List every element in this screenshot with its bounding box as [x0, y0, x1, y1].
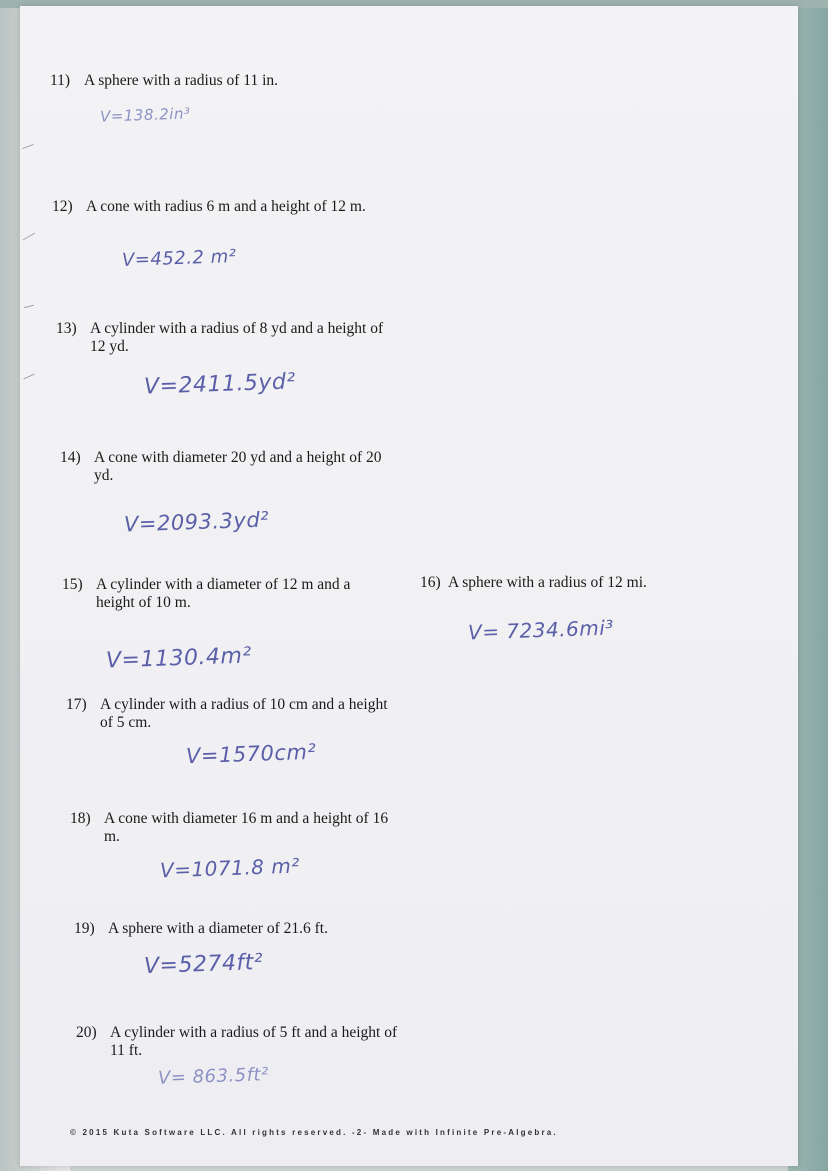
- question-text: A sphere with a radius of 12 mi.: [448, 574, 647, 591]
- question-18: [70, 810, 388, 846]
- question-text: A cone with diameter 20 yd and a height of 20: [94, 449, 382, 466]
- answer-13: V=2411.5yd²: [143, 369, 297, 400]
- question-number: 13): [56, 320, 77, 337]
- question-text: A cylinder with a radius of 5 ft and a height of: [110, 1024, 398, 1041]
- question-number: 17): [66, 696, 87, 713]
- margin-mark: [24, 305, 34, 309]
- question-text: A cone with radius 6 m and a height of 12 m.: [86, 198, 366, 215]
- question-number: 15): [62, 576, 83, 593]
- question-number: 16): [420, 574, 441, 591]
- question-14: [60, 449, 382, 485]
- answer-14: V=2093.3yd²: [123, 507, 270, 537]
- answer-15: V=1130.4m²: [105, 643, 253, 674]
- question-text-continued: 12 yd.: [90, 338, 129, 355]
- question-text-continued: 11 ft.: [110, 1042, 143, 1059]
- question-17: [66, 696, 388, 732]
- question-text: A sphere with a diameter of 21.6 ft.: [108, 920, 328, 937]
- answer-12: V=452.2 m²: [121, 246, 237, 271]
- question-11: [50, 72, 278, 90]
- question-number: 12): [52, 198, 73, 215]
- question-text-continued: m.: [104, 828, 120, 845]
- question-text-continued: height of 10 m.: [96, 594, 191, 611]
- question-number: 19): [74, 920, 95, 937]
- question-text-continued: of 5 cm.: [100, 714, 152, 731]
- question-text: A cone with diameter 16 m and a height of 16: [104, 810, 389, 827]
- worksheet-page: [20, 6, 798, 1166]
- question-text: A cylinder with a diameter of 12 m and a: [96, 576, 351, 593]
- question-text: A sphere with a radius of 11 in.: [84, 72, 278, 89]
- question-number: 18): [70, 810, 91, 827]
- question-number: 11): [50, 72, 71, 89]
- copyright-footer: © 2015 Kuta Software LLC. All rights reserved. -2- Made with Infinite Pre-Algebra.: [70, 1128, 558, 1137]
- question-number: 20): [76, 1024, 97, 1041]
- answer-16: V= 7234.6mi³: [467, 615, 615, 645]
- question-text: A cylinder with a radius of 8 yd and a height of: [90, 320, 384, 337]
- question-12: [52, 198, 366, 216]
- question-15: [62, 576, 350, 612]
- answer-11: V=138.2in³: [99, 104, 191, 126]
- answer-19: V=5274ft²: [143, 949, 264, 980]
- question-text-continued: yd.: [94, 467, 114, 484]
- margin-mark: [22, 144, 34, 149]
- margin-mark: [23, 374, 34, 380]
- question-20: [76, 1024, 397, 1060]
- question-19: [74, 920, 328, 938]
- question-text: A cylinder with a radius of 10 cm and a height: [100, 696, 388, 713]
- answer-17: V=1570cm²: [185, 739, 317, 769]
- margin-mark: [23, 233, 36, 241]
- answer-18: V=1071.8 m²: [159, 853, 301, 883]
- answer-20: V= 863.5ft²: [157, 1064, 270, 1089]
- question-number: 14): [60, 449, 81, 466]
- question-13: [56, 320, 383, 356]
- question-16: [420, 574, 647, 592]
